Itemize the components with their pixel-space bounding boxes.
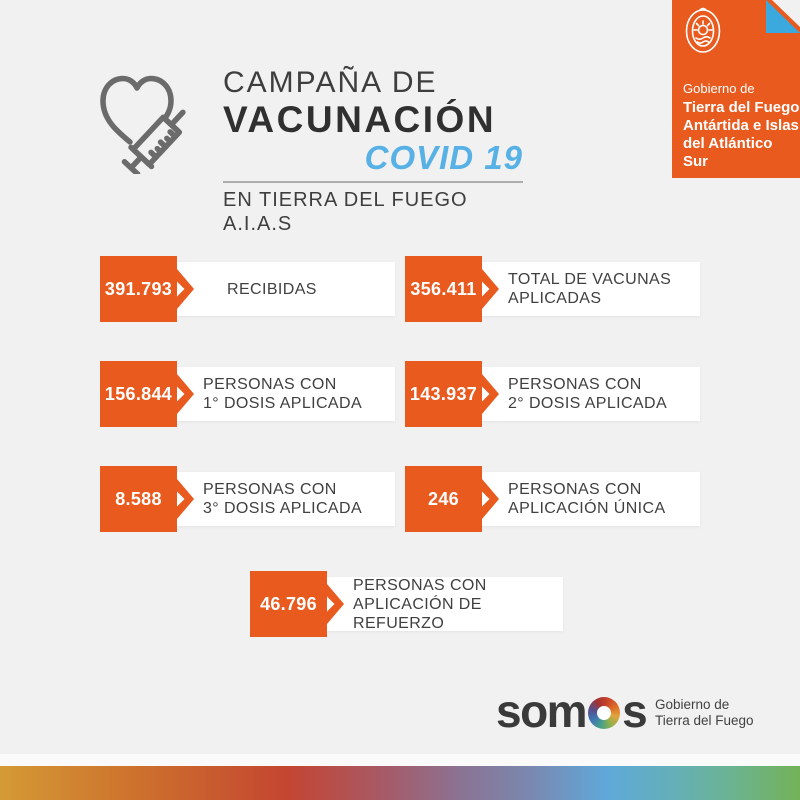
stat-value-badge: 143.937 — [405, 361, 482, 427]
badge-line-atlantico-sur: del Atlántico Sur — [683, 135, 773, 170]
stat-value-badge: 46.796 — [250, 571, 327, 637]
arrow-right-icon — [177, 269, 194, 309]
arrow-right-icon — [177, 374, 194, 414]
stat-label-panel — [482, 472, 700, 526]
footer-white-band — [0, 754, 800, 766]
stat-card-recibidas — [100, 256, 395, 322]
stat-label-line: TOTAL DE VACUNAS — [508, 271, 672, 288]
stat-label-panel — [177, 367, 395, 421]
title-covid19: COVID 19 — [364, 139, 523, 176]
somos-logo-text-end: s — [622, 685, 647, 737]
stat-label-line: PERSONAS CON — [353, 576, 487, 594]
arrow-right-icon — [482, 374, 499, 414]
government-badge — [672, 0, 800, 178]
stat-label-line: PERSONAS CON — [508, 376, 642, 393]
stat-label-panel — [177, 262, 395, 316]
badge-line-antartida: Antártida e Islas — [683, 117, 799, 134]
arrow-right-icon — [482, 269, 499, 309]
stat-label-panel — [177, 472, 395, 526]
arrow-right-icon — [177, 479, 194, 519]
rainbow-strip — [0, 766, 800, 800]
footer-gov-line1: Gobierno de — [655, 697, 730, 712]
arrow-right-icon — [327, 584, 344, 624]
stat-label-line: APLICACIÓN ÚNICA — [508, 500, 666, 517]
stat-value-badge: 8.588 — [100, 466, 177, 532]
footer-gov-line2: Tierra del Fuego — [655, 713, 754, 728]
title-divider — [223, 181, 523, 183]
coat-of-arms-icon — [680, 6, 726, 54]
stat-label-panel — [327, 577, 563, 631]
stat-value-badge: 156.844 — [100, 361, 177, 427]
stat-label-panel — [482, 262, 700, 316]
stat-label-panel — [482, 367, 700, 421]
stat-value-badge: 246 — [405, 466, 482, 532]
stat-label-line: APLICACIÓN DE REFUERZO — [353, 595, 482, 632]
stat-card-aplicacion-unica — [405, 466, 700, 532]
footer-government-text — [655, 697, 754, 729]
stat-card-segunda-dosis — [405, 361, 700, 427]
stat-label-line: APLICADAS — [508, 290, 602, 307]
subtitle-tierra-del-fuego: EN TIERRA DEL FUEGO A.I.A.S — [223, 189, 468, 235]
somos-logo-text-start: som — [496, 685, 587, 737]
stat-card-total-aplicadas — [405, 256, 700, 322]
stat-card-primera-dosis — [100, 361, 395, 427]
government-badge-text — [683, 81, 800, 171]
title-vacunacion: VACUNACIÓN — [223, 99, 497, 140]
badge-line-gobierno-de: Gobierno de — [683, 81, 755, 96]
stat-label-line: 2° DOSIS APLICADA — [508, 395, 668, 412]
somos-logo — [496, 685, 647, 737]
stat-value-badge: 356.411 — [405, 256, 482, 322]
stat-card-refuerzo — [250, 571, 563, 637]
heart-syringe-icon — [94, 66, 206, 174]
stat-label-line: PERSONAS CON — [203, 376, 337, 393]
arrow-right-icon — [482, 479, 499, 519]
stat-label-line: 1° DOSIS APLICADA — [203, 395, 363, 412]
campaign-title-block — [223, 67, 523, 236]
title-campana-de: CAMPAÑA DE — [223, 66, 438, 99]
stat-label-line: PERSONAS CON — [203, 481, 337, 498]
folded-corner-icon — [764, 0, 800, 36]
badge-line-tierra-del-fuego: Tierra del Fuego — [683, 99, 800, 116]
stat-label-line: PERSONAS CON — [508, 481, 642, 498]
stat-label-line: RECIBIDAS — [227, 280, 317, 298]
stat-value-badge: 391.793 — [100, 256, 177, 322]
somos-rainbow-ring-icon — [588, 697, 620, 729]
stat-card-tercera-dosis — [100, 466, 395, 532]
stat-label-line: 3° DOSIS APLICADA — [203, 500, 363, 517]
